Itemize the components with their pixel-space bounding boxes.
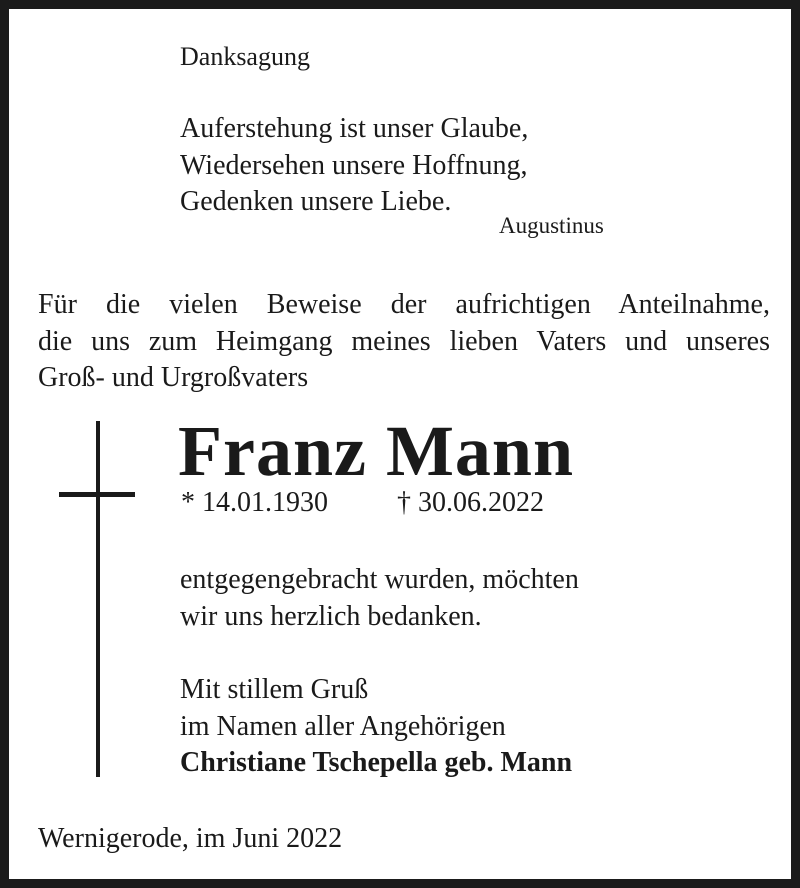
thanks-line: entgegengebracht wurden, möchten bbox=[180, 564, 579, 595]
quote-line: Gedenken unsere Liebe. bbox=[180, 186, 452, 217]
intro-line: Für die vielen Beweise der aufrichtigen Anteilnahme, bbox=[38, 289, 770, 320]
thanks-text bbox=[180, 562, 579, 635]
greeting-block bbox=[180, 672, 572, 782]
greeting-line: Mit stillem Gruß bbox=[180, 674, 369, 705]
quote-line: Wiedersehen unsere Hoffnung, bbox=[180, 149, 528, 181]
intro-line: die uns zum Heimgang meines lieben Vaters und unseres bbox=[38, 325, 770, 357]
intro-text bbox=[38, 287, 770, 397]
place-date: Wernigerode, im Juni 2022 bbox=[38, 823, 343, 854]
cross-icon bbox=[96, 421, 100, 777]
deceased-name: Franz Mann bbox=[178, 411, 574, 491]
greeting-line: im Namen aller Angehörigen bbox=[180, 710, 506, 742]
birth-date: * 14.01.1930 bbox=[181, 487, 328, 518]
quote-line: Auferstehung ist unser Glaube, bbox=[180, 113, 529, 144]
quote-author: Augustinus bbox=[499, 213, 604, 238]
quote-block bbox=[180, 111, 528, 221]
death-date: † 30.06.2022 bbox=[397, 487, 544, 518]
signer-name: Christiane Tschepella geb. Mann bbox=[180, 747, 573, 778]
cross-icon-bar bbox=[59, 492, 135, 497]
thanks-line: wir uns herzlich bedanken. bbox=[180, 600, 482, 632]
intro-line: Groß- und Urgroßvaters bbox=[38, 362, 309, 393]
heading: Danksagung bbox=[180, 42, 310, 71]
